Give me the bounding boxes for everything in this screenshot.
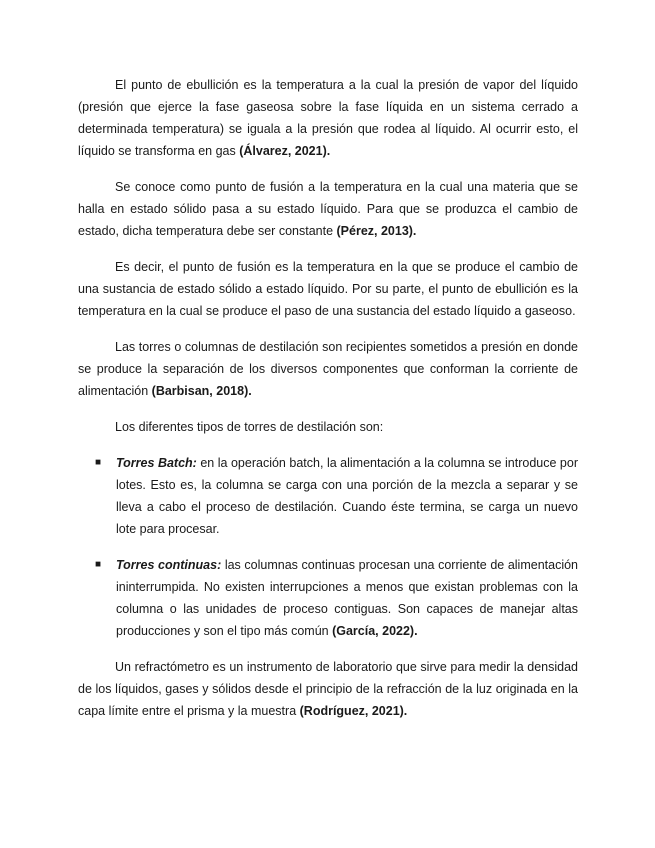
citation: (Rodríguez, 2021). <box>299 704 408 718</box>
bullet-square-icon: ■ <box>95 559 102 570</box>
citation: (García, 2022). <box>332 624 418 638</box>
tower-types-list <box>78 452 578 642</box>
citation: (Pérez, 2013). <box>336 224 417 238</box>
list-item-term: Torres continuas: <box>116 558 222 572</box>
paragraph-text: Un refractómetro es un instrumento de laboratorio que sirve para medir la densidad de los líquidos, gases y sólidos desde el principio de la refracción de la luz originada en la capa límite entre el prisma y la muestra <box>78 660 578 718</box>
paragraph-melting-point <box>78 176 578 242</box>
paragraph-boiling-point <box>78 74 578 162</box>
list-item-batch <box>78 452 578 540</box>
paragraph-text: Se conoce como punto de fusión a la temperatura en la cual una materia que se halla en estado sólido pasa a su estado líquido. Para que se produzca el cambio de estado, dicha temperatura debe ser constante <box>78 180 578 238</box>
citation: (Barbisan, 2018). <box>151 384 252 398</box>
paragraph-text: Es decir, el punto de fusión es la temperatura en la que se produce el cambio de una sustancia de estado sólido a estado líquido. Por su parte, el punto de ebullición es la temperatura en la cual se produce el paso de una sustancia del estado líquido a gaseoso. <box>78 260 578 318</box>
list-item-term: Torres Batch: <box>116 456 197 470</box>
list-item-continuous <box>78 554 578 642</box>
list-item-text: las columnas continuas procesan una corriente de alimentación ininterrumpida. No existen interrupciones a menos que existan problemas con la columna o las unidades de proceso contiguas. Son capaces de manejar altas producciones y son el tipo más común <box>116 558 578 638</box>
citation: (Álvarez, 2021). <box>239 144 331 158</box>
paragraph-tower-types-intro <box>78 416 578 438</box>
list-item-text: en la operación batch, la alimentación a la columna se introduce por lotes. Esto es, la columna se carga con una porción de la mezcla a separar y se lleva a cabo el proceso de destilación. Cuando éste termina, se carga un nuevo lote para procesar. <box>116 456 578 536</box>
paragraph-refractometer <box>78 656 578 722</box>
paragraph-text: El punto de ebullición es la temperatura a la cual la presión de vapor del líquido (presión que ejerce la fase gaseosa sobre la fase líquida en un sistema cerrado a determinada temperatura) se iguala a la presión que rodea al líquido. Al ocurrir esto, el líquido se transforma en gas <box>78 78 578 158</box>
document-page <box>78 74 578 722</box>
paragraph-text: Las torres o columnas de destilación son recipientes sometidos a presión en donde se produce la separación de los diversos componentes que conforman la corriente de alimentación <box>78 340 578 398</box>
paragraph-comparison <box>78 256 578 322</box>
paragraph-text: Los diferentes tipos de torres de destilación son: <box>115 420 384 434</box>
bullet-square-icon: ■ <box>95 457 102 468</box>
paragraph-distillation-towers <box>78 336 578 402</box>
